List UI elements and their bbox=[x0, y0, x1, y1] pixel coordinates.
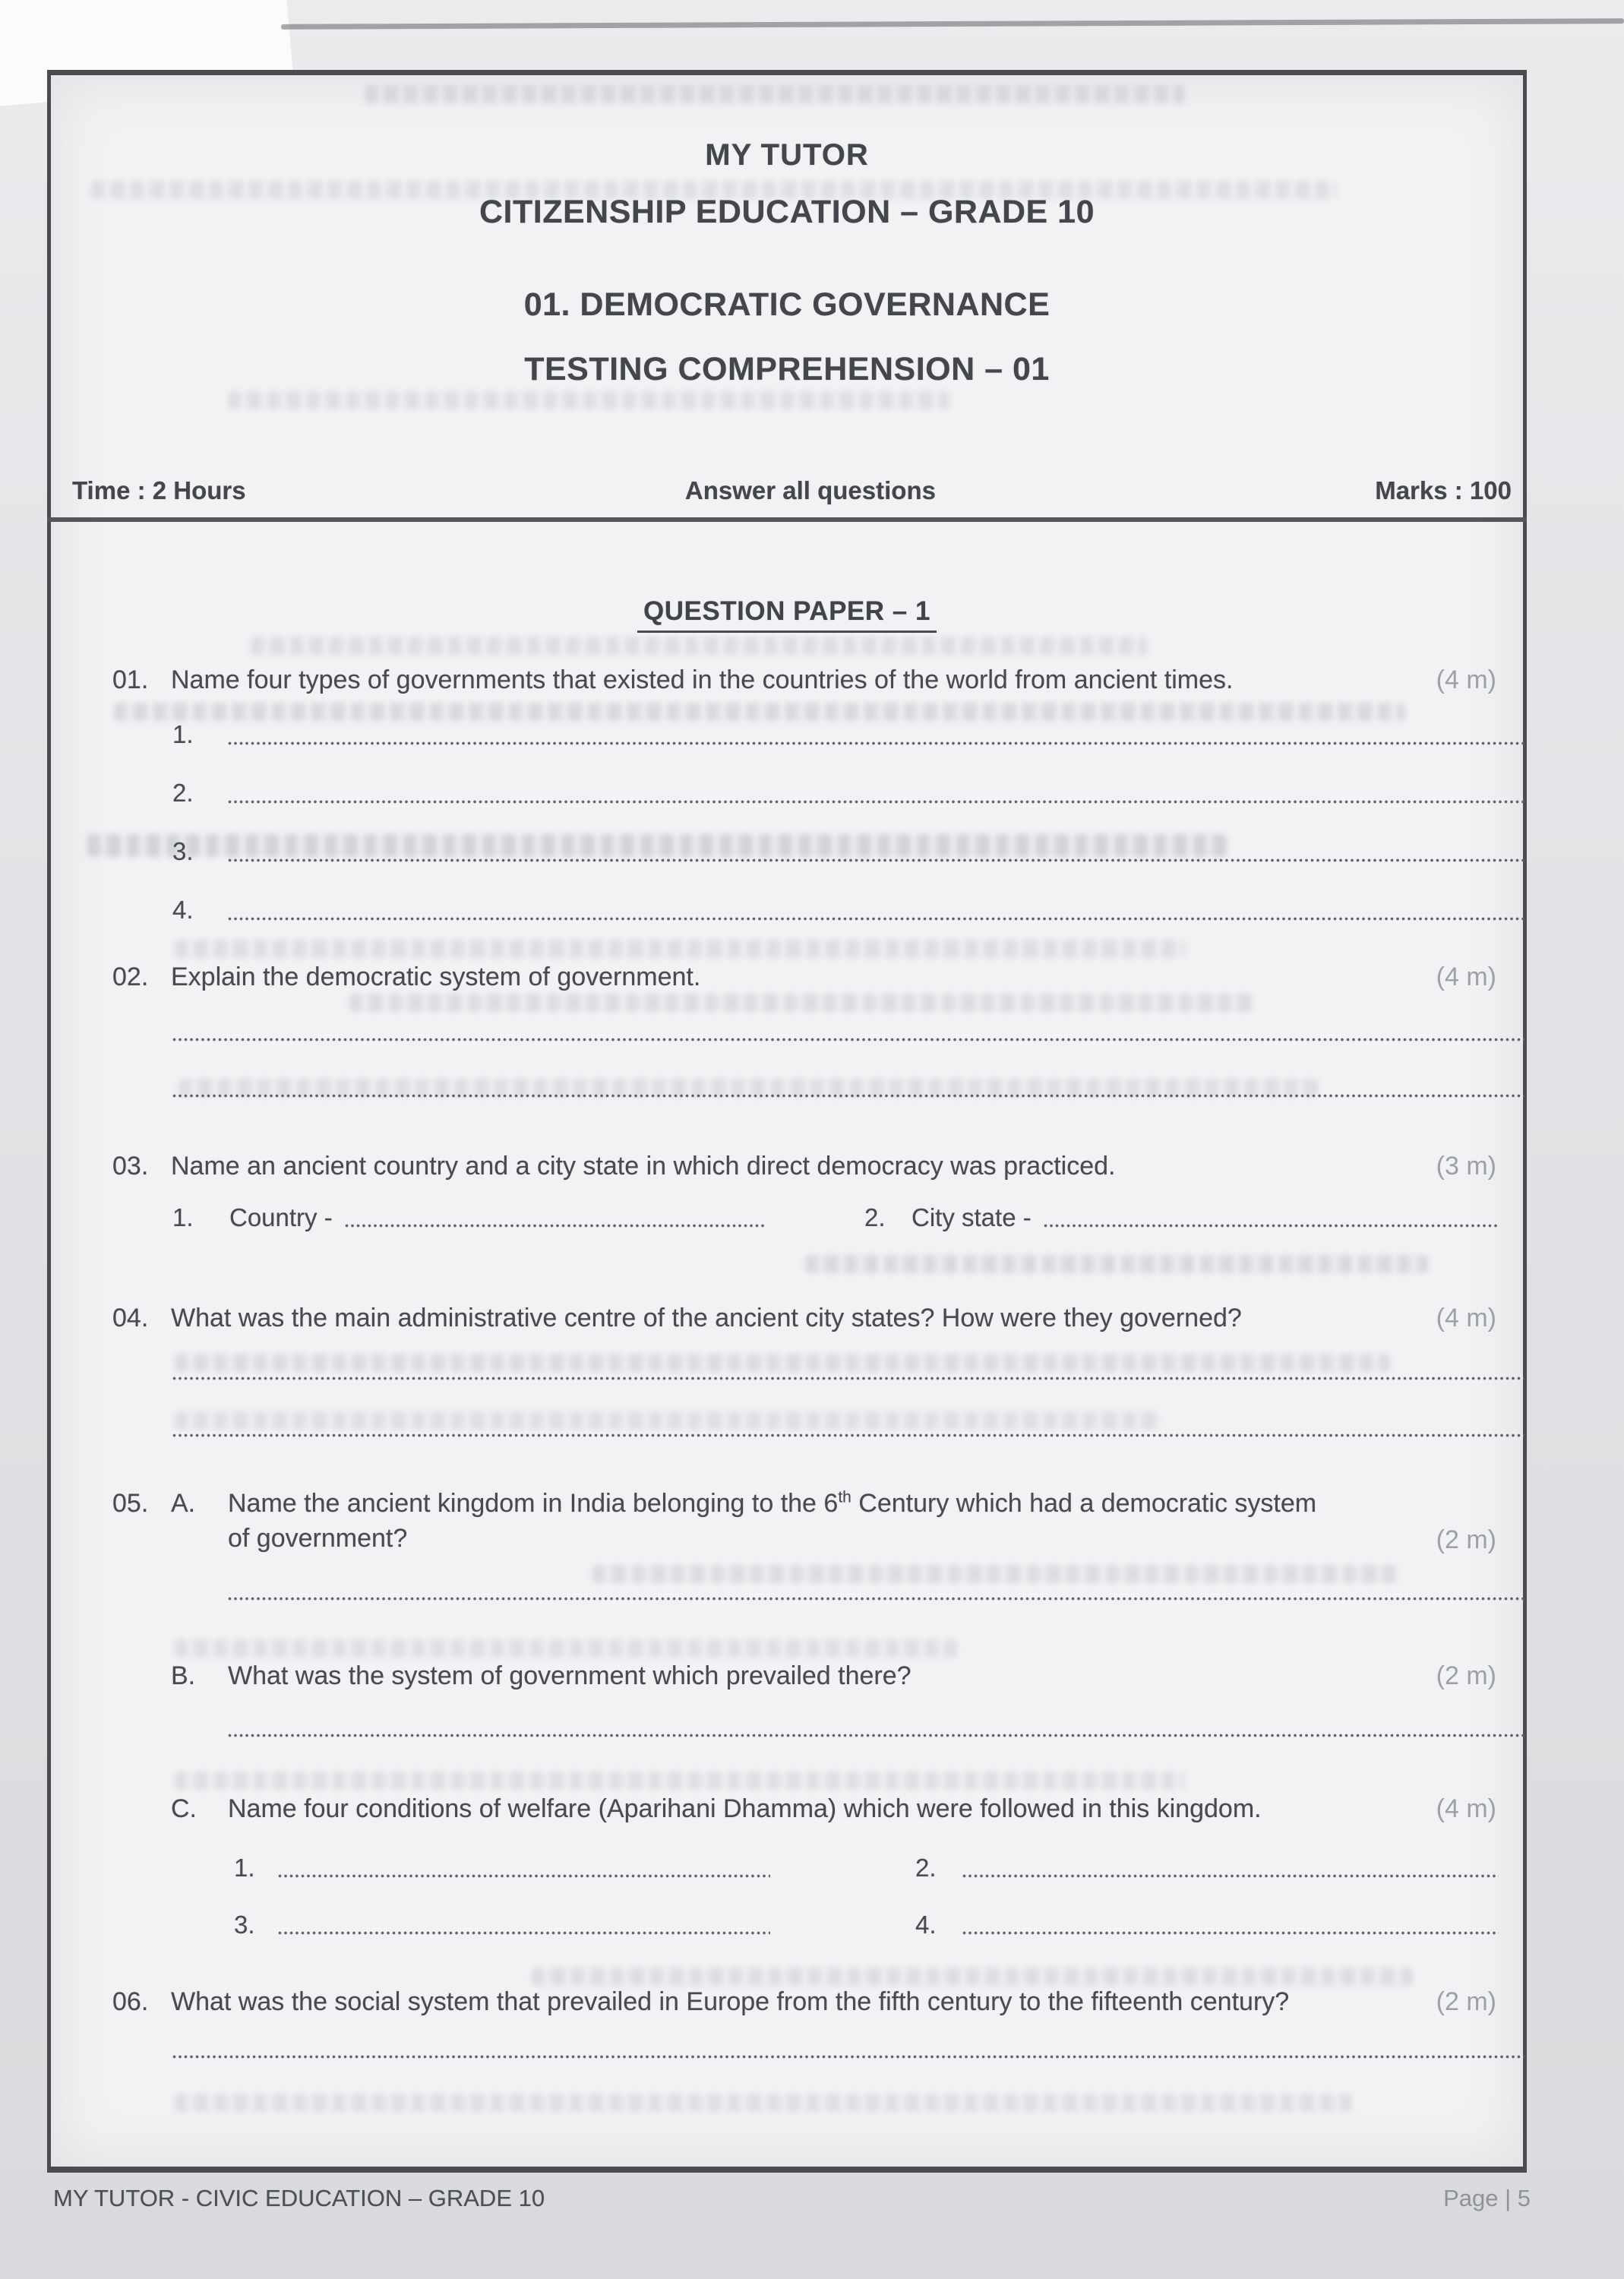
answer-item-number: 2. bbox=[864, 1203, 886, 1231]
question-01 bbox=[112, 662, 1496, 697]
footer-page-number: Page | 5 bbox=[1443, 2185, 1531, 2211]
question-05c bbox=[112, 1791, 1496, 1826]
ordinal-superscript: th bbox=[838, 1488, 851, 1506]
subquestion-letter: C. bbox=[171, 1794, 197, 1823]
question-text: What was the system of government which prevailed there? bbox=[228, 1661, 912, 1690]
answer-dotted-line bbox=[172, 1038, 1524, 1042]
question-text: What was the main administrative centre of the ancient city states? How were they governed? bbox=[171, 1304, 1242, 1332]
bleedthrough-smudge bbox=[251, 637, 1147, 655]
answer-line bbox=[172, 776, 1524, 808]
bleedthrough-smudge bbox=[175, 2094, 1352, 2112]
answer-item-number: 3. bbox=[234, 1911, 255, 1939]
question-text: Name an ancient country and a city state in which direct democracy was practiced. bbox=[171, 1152, 1116, 1181]
bleedthrough-smudge bbox=[175, 1411, 1162, 1430]
answer-line bbox=[172, 893, 1524, 925]
answer-dotted-line bbox=[278, 1874, 770, 1878]
answer-dotted-line bbox=[962, 1874, 1499, 1878]
answer-line bbox=[172, 717, 1524, 749]
page-footer bbox=[53, 2185, 1531, 2212]
question-number: 02. bbox=[112, 962, 149, 991]
subquestion-letter: B. bbox=[171, 1661, 196, 1690]
question-number: 03. bbox=[112, 1152, 149, 1181]
question-marks: (4 m) bbox=[1436, 665, 1496, 694]
answer-item-number: 1. bbox=[172, 720, 194, 748]
answer-item-number: 4. bbox=[915, 1911, 937, 1939]
time-allowed: Time : 2 Hours bbox=[72, 476, 246, 504]
answer-dotted-line bbox=[1044, 1224, 1498, 1228]
country-label: Country - bbox=[229, 1203, 333, 1231]
question-number: 06. bbox=[112, 1987, 149, 2016]
answer-item-number: 4. bbox=[172, 896, 194, 924]
question-marks: (2 m) bbox=[1436, 1525, 1496, 1554]
question-05c-answer-row bbox=[234, 1911, 1499, 1939]
question-02 bbox=[112, 959, 1496, 994]
city-state-answer-group bbox=[864, 1203, 1498, 1232]
question-text-line1: Name the ancient kingdom in India belonging to the 6th Century which had a democratic system bbox=[228, 1488, 1317, 1518]
answer-dotted-line bbox=[228, 800, 1524, 804]
question-number: 01. bbox=[112, 665, 149, 694]
question-05a bbox=[112, 1486, 1496, 1557]
header-separator-line bbox=[47, 517, 1527, 522]
answer-dotted-line bbox=[345, 1224, 766, 1228]
exam-instruction: Answer all questions bbox=[684, 476, 936, 504]
total-marks: Marks : 100 bbox=[1375, 476, 1512, 504]
answer-dotted-line bbox=[228, 1734, 1524, 1737]
bleedthrough-smudge bbox=[532, 1968, 1413, 1986]
bleedthrough-smudge bbox=[805, 1255, 1428, 1273]
question-03-answer-row bbox=[172, 1203, 1524, 1232]
exam-info-row bbox=[72, 476, 1512, 505]
header-subject-title: CITIZENSHIP EDUCATION – GRADE 10 bbox=[479, 194, 1095, 230]
country-answer-group bbox=[172, 1203, 766, 1232]
question-06 bbox=[112, 1984, 1496, 2019]
answer-group bbox=[915, 1854, 1499, 1882]
bleedthrough-smudge bbox=[349, 994, 1253, 1012]
answer-dotted-line bbox=[228, 917, 1524, 921]
answer-dotted-line bbox=[172, 1094, 1524, 1098]
answer-dotted-line bbox=[172, 2055, 1524, 2059]
header-unit-title: 01. DEMOCRATIC GOVERNANCE bbox=[523, 286, 1051, 323]
question-text-line2: of government? bbox=[228, 1524, 408, 1553]
answer-line bbox=[172, 834, 1524, 866]
footer-document-title: MY TUTOR - CIVIC EDUCATION – GRADE 10 bbox=[53, 2185, 545, 2211]
question-number: 05. bbox=[112, 1489, 149, 1518]
question-05c-answer-row bbox=[234, 1854, 1499, 1882]
bleedthrough-smudge bbox=[592, 1565, 1398, 1583]
question-text bbox=[228, 1486, 1423, 1556]
answer-group bbox=[234, 1911, 770, 1939]
question-marks: (3 m) bbox=[1436, 1152, 1496, 1181]
city-state-label: City state - bbox=[912, 1203, 1032, 1231]
question-text: Name four conditions of welfare (Aparihani Dhamma) which were followed in this kingdom. bbox=[228, 1794, 1262, 1823]
question-number: 04. bbox=[112, 1304, 149, 1332]
section-title-wrap bbox=[47, 596, 1527, 633]
question-marks: (2 m) bbox=[1436, 1987, 1496, 2016]
answer-item-number: 1. bbox=[172, 1203, 194, 1231]
question-text: Explain the democratic system of government. bbox=[171, 962, 701, 991]
question-04 bbox=[112, 1301, 1496, 1335]
question-text: Name four types of governments that existed in the countries of the world from ancient times. bbox=[171, 665, 1234, 694]
bleedthrough-smudge bbox=[175, 940, 1185, 958]
answer-item-number: 3. bbox=[172, 837, 194, 865]
bleedthrough-smudge bbox=[228, 391, 949, 409]
answer-dotted-line bbox=[278, 1931, 770, 1935]
subquestion-letter: A. bbox=[171, 1489, 196, 1518]
scan-edge-shadow bbox=[281, 18, 1624, 30]
answer-dotted-line bbox=[962, 1931, 1499, 1935]
bleedthrough-smudge bbox=[365, 85, 1185, 103]
header-school-name: MY TUTOR bbox=[705, 138, 869, 172]
answer-dotted-line bbox=[172, 1377, 1524, 1380]
answer-group bbox=[915, 1911, 1499, 1939]
answer-item-number: 2. bbox=[172, 779, 194, 807]
question-marks: (4 m) bbox=[1436, 1794, 1496, 1823]
answer-dotted-line bbox=[172, 1433, 1524, 1437]
bleedthrough-smudge bbox=[175, 1772, 1185, 1790]
question-marks: (4 m) bbox=[1436, 1304, 1496, 1332]
section-title: QUESTION PAPER – 1 bbox=[637, 596, 937, 633]
answer-group bbox=[234, 1854, 770, 1882]
question-text: What was the social system that prevailed in Europe from the fifth century to the fifteenth century? bbox=[171, 1987, 1290, 2016]
answer-item-number: 2. bbox=[915, 1854, 937, 1882]
bleedthrough-smudge bbox=[175, 1354, 1390, 1372]
bleedthrough-smudge bbox=[175, 1639, 957, 1658]
answer-item-number: 1. bbox=[234, 1854, 255, 1882]
question-marks: (4 m) bbox=[1436, 962, 1496, 991]
answer-dotted-line bbox=[228, 858, 1524, 862]
header-paper-title: TESTING COMPREHENSION – 01 bbox=[524, 351, 1050, 387]
answer-dotted-line bbox=[228, 1597, 1524, 1601]
answer-dotted-line bbox=[228, 741, 1524, 745]
question-marks: (2 m) bbox=[1436, 1661, 1496, 1690]
question-05b bbox=[112, 1658, 1496, 1693]
question-03 bbox=[112, 1149, 1496, 1184]
